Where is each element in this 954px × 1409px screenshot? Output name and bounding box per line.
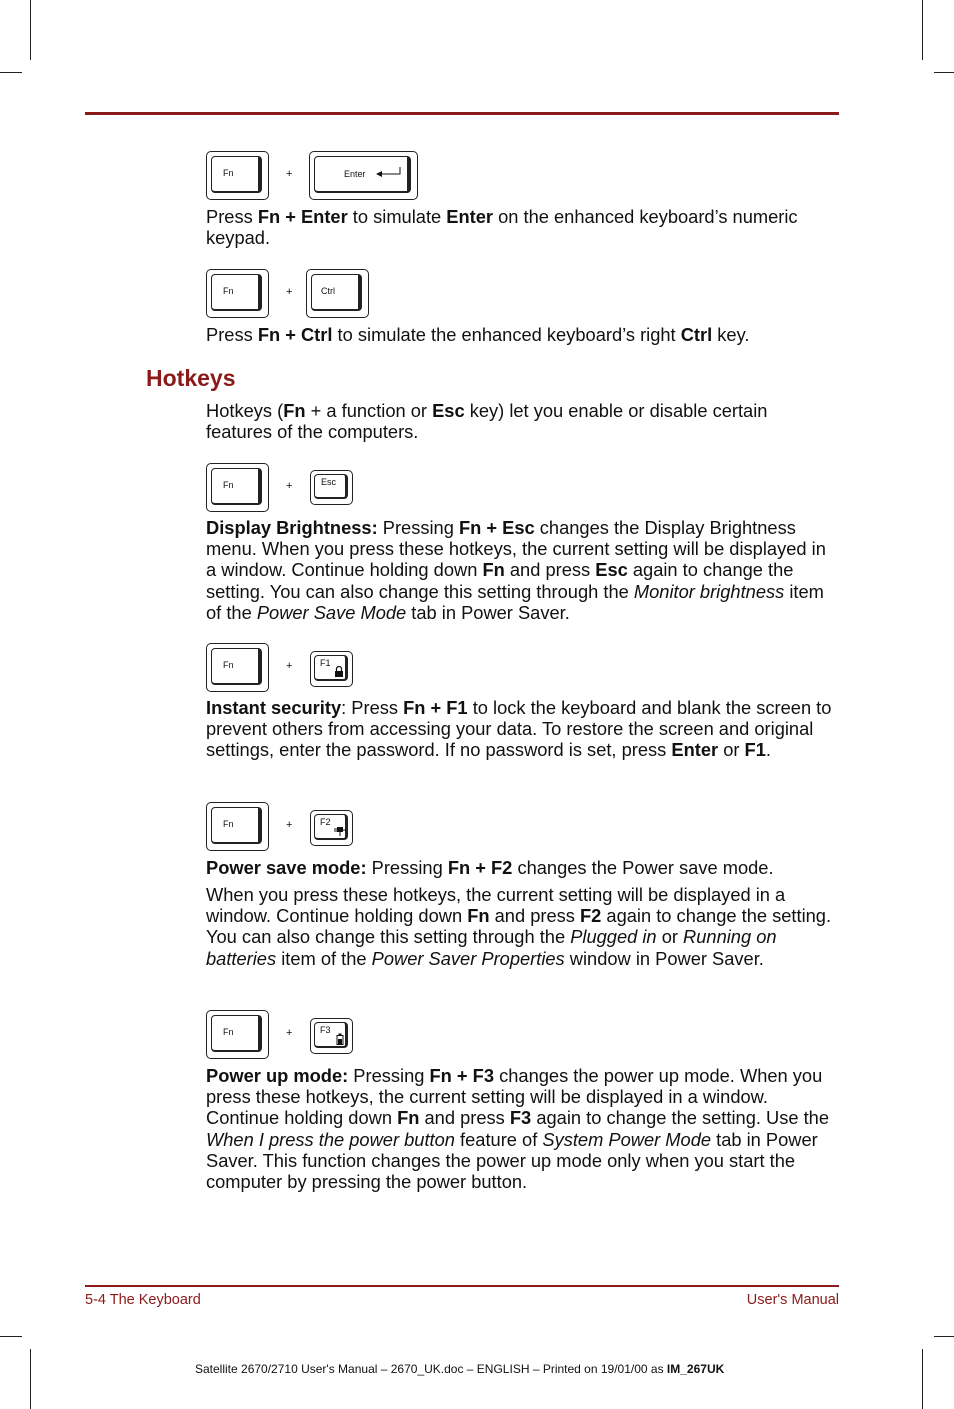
section-heading: Hotkeys bbox=[146, 365, 236, 391]
fn-key bbox=[206, 151, 269, 200]
crop-mark bbox=[934, 72, 954, 73]
fn-key bbox=[206, 269, 269, 318]
plus-sign: + bbox=[286, 286, 293, 298]
ctrl-key-label: Ctrl bbox=[321, 286, 335, 296]
crop-mark bbox=[30, 0, 31, 60]
battery-icon bbox=[336, 1033, 344, 1045]
print-info: Satellite 2670/2710 User's Manual – 2670_UK.doc – ENGLISH – Printed on 19/01/00 as IM_267UK bbox=[195, 1362, 725, 1376]
power-up-paragraph: Power up mode: Pressing Fn + F3 changes the power up mode. When you press these hotkeys, the current setting will be displayed in a window. Continue holding down Fn and press F3 again to change the setting. Use the When I press the power button feature of System Power Mode tab in Power Saver. This function changes the power up mode only when you start the computer by pressing the power button. bbox=[206, 1065, 830, 1193]
esc-key bbox=[310, 470, 353, 505]
print-code: IM_267UK bbox=[666, 1362, 725, 1376]
f3-key bbox=[310, 1018, 353, 1054]
plus-sign: + bbox=[286, 1027, 293, 1039]
plus-sign: + bbox=[286, 168, 293, 180]
instant-security-paragraph: Instant security: Press Fn + F1 to lock the keyboard and blank the screen to prevent others from accessing your data. To restore the screen and original settings, enter the password. If no password is set, press Enter or F1. bbox=[206, 697, 832, 761]
f1-key-label: F1 bbox=[320, 658, 331, 668]
fn-key-label: Fn bbox=[223, 819, 234, 829]
crop-mark bbox=[0, 72, 22, 73]
footer-right: User's Manual bbox=[746, 1292, 839, 1308]
crop-mark bbox=[922, 0, 923, 60]
fn-key-label: Fn bbox=[223, 480, 234, 490]
f2-key-label: F2 bbox=[320, 817, 331, 827]
power-save-details: When you press these hotkeys, the current setting will be displayed in a window. Continue holding down Fn and press F2 again to change the setting. You can also change this setting through the Plugged in or Running on batteries item of the Power Saver Properties window in Power Saver. bbox=[206, 884, 832, 969]
fn-key bbox=[206, 643, 269, 692]
fn-key-label: Fn bbox=[223, 168, 234, 178]
lock-icon bbox=[334, 666, 344, 678]
fn-key-label: Fn bbox=[223, 660, 234, 670]
footer-rule bbox=[85, 1285, 839, 1287]
f1-key bbox=[310, 651, 353, 687]
hotkeys-intro: Hotkeys (Fn + a function or Esc key) let you enable or disable certain features of the computers. bbox=[206, 400, 768, 443]
footer-left: 5-4 The Keyboard bbox=[85, 1292, 201, 1308]
enter-paragraph: Press Fn + Enter to simulate Enter on the enhanced keyboard’s numeric keypad. bbox=[206, 206, 798, 249]
return-arrow-icon bbox=[374, 166, 402, 178]
crop-mark bbox=[934, 1336, 954, 1337]
fn-key bbox=[206, 802, 269, 851]
display-brightness-paragraph: Display Brightness: Pressing Fn + Esc changes the Display Brightness menu. When you press these hotkeys, the current setting will be displayed in a window. Continue holding down Fn and press Esc again to change the setting. You can also change this setting through the Monitor brightness item of the Power Save Mode tab in Power Saver. bbox=[206, 517, 826, 623]
power-save-paragraph: Power save mode: Pressing Fn + F2 changes the Power save mode. bbox=[206, 857, 774, 878]
enter-key-label: Enter bbox=[344, 169, 366, 179]
fn-key-label: Fn bbox=[223, 286, 234, 296]
ctrl-key bbox=[306, 269, 369, 318]
header-rule bbox=[85, 112, 839, 115]
f2-key bbox=[310, 810, 353, 846]
fn-key bbox=[206, 463, 269, 512]
crop-mark bbox=[0, 1336, 22, 1337]
plus-sign: + bbox=[286, 480, 293, 492]
plus-sign: + bbox=[286, 660, 293, 672]
crop-mark bbox=[30, 1349, 31, 1409]
ctrl-paragraph: Press Fn + Ctrl to simulate the enhanced keyboard’s right Ctrl key. bbox=[206, 324, 750, 345]
enter-key bbox=[309, 151, 418, 200]
f3-key-label: F3 bbox=[320, 1025, 331, 1035]
plus-sign: + bbox=[286, 819, 293, 831]
esc-key-label: Esc bbox=[321, 477, 337, 487]
crop-mark bbox=[922, 1349, 923, 1409]
fn-key bbox=[206, 1010, 269, 1059]
power-plug-icon bbox=[333, 825, 347, 837]
fn-key-label: Fn bbox=[223, 1027, 234, 1037]
